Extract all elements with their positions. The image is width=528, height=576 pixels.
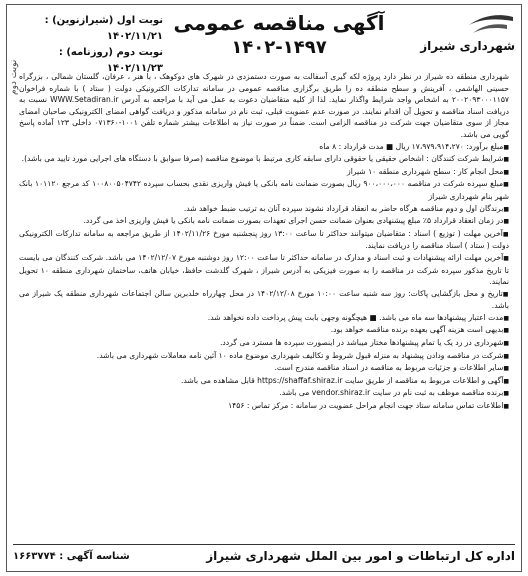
- list-item: ■ آگهی و اطلاعات مربوط به مناقصه از طریق سایت https://shaffaf.shiraz.ir قابل مشاهده می باشد.: [19, 375, 509, 388]
- list-item: ■ در زمان انعقاد قرارداد ۵٪ مبلغ پیشنهادی بعنوان ضمانت حسن اجرای تعهدات بصورت ضمانت نامه بانکی یا فیش واریزی اخذ می گردد.: [19, 215, 509, 228]
- list-item: ■ برنده مناقصه موظف به ثبت نام در سایت vendor.shiraz.ir می باشد.: [19, 387, 509, 400]
- list-item: ■ شرایط شرکت کنندگان : اشخاص حقیقی یا حقوقی دارای سابقه کاری مرتبط با موضوع مناقصه (صرفا سوابق با دستگاه های اجرایی مورد تایید می باشد).: [19, 153, 509, 166]
- tender-number: ۱۴۰۲-۱۴۹۷: [231, 37, 327, 58]
- title-block: [163, 9, 395, 58]
- advertisement-frame: [6, 4, 522, 572]
- intro-paragraph: شهرداری منطقه ده شیراز در نظر دارد پروژه لکه گیری آسفالت به صورت دستمزدی در شهرک های دوکوهک ، با هنر ، عرفان، گلستان شمالی ، بزرگراه حسینی الهاشمی ، آفرینش و سطح منطقه ده را طریق برگزاری مناقصه عمومی در سامانه تدارکات الکترونیکی دولت ( ستاد ) با شماره فراخوان ۲۰۰۲۰۹۳۰۰۰۱۱۵۷ به اشخاص واجد شرایط واگذار نماید. لذا از کلیه متقاضیان دعوت به عمل می آید با مراجعه به آدرس WWW.Setadiran.ir نسبت به دریافت اسناد مناقصه و تحویل آن اقدام نمایند. در صورت عدم عضویت قبلی، ثبت نام در سامانه مذکور و دریافت گواهی امضای الکترونیکی صاحبان امضای مجاز از سوی متقاضیان جهت شرکت در مناقصه الزامی است. ضمناً در صورت نیاز به اطلاعات بیشتر شماره تلفن ۱۰۰۱-۰۷۱۳۶۰ داخلی ۱۲۳ آماده پاسخ گویی می باشد.: [19, 72, 510, 139]
- page-title: آگهی مناقصه عمومی: [173, 11, 385, 35]
- publication-dates: [13, 9, 163, 77]
- list-item: ■ برندگان اول و دوم مناقصه هرگاه حاضر به انعقاد قرارداد نشوند سپرده آنان به ترتیب ضبط خواهد شد.: [19, 203, 509, 216]
- list-item: ■ مبلغ برآورد: ۱۷،۹۷۹،۹۱۴،۲۷۰ ریال ■ مدت قرارداد : ۸ ماه: [19, 141, 509, 154]
- date-first: نوبت اول (شیرازنوین) : ۱۴۰۲/۱۱/۲۱: [44, 15, 163, 42]
- list-item: ■ تاریخ و محل بازگشایی پاکات: روز سه شنبه ساعت ۱۰:۰۰ مورخ ۱۴۰۲/۱۲/۰۸ در محل چهارراه خلدبرین سالن اجتماعات شهرداری منطقه یک شیراز می باشد.: [19, 288, 509, 312]
- date-second: نوبت دوم (روزنامه) : ۱۴۰۲/۱۱/۲۳: [58, 47, 163, 74]
- list-item: ■ اطلاعات تماس سامانه ستاد جهت انجام مراحل عضویت در سامانه : مرکز تماس : ۱۴۵۶: [19, 400, 509, 413]
- list-item: ■ آخرین مهلت ارائه پیشنهادات و ثبت اسناد و مدارک در سامانه حداکثر تا ساعت ۱۲:۰۰ روز دوشنبه مورخ ۱۴۰۲/۱۲/۰۷ می باشد. شرکت کنندگان می بایست تا تاریخ مذکور سپرده شرکت در مناقصه را به صورت فیزیکی به آدرس شیراز ، شهرک گلدشت حافظ، خیابان هاتف، ساختمان شهرداری منطقه ۱۰ تحویل نمایند.: [19, 252, 509, 288]
- logo: [395, 9, 515, 53]
- list-item: ■ مدت اعتبار پیشنهادها سه ماه می باشد. ■ هیچگونه وجهی بابت پیش پرداخت داده نخواهد شد.: [19, 312, 509, 325]
- footer: [13, 544, 515, 567]
- list-item: ■ مبلغ سپرده شرکت در مناقصه ۹۰۰،۰۰۰،۰۰۰ ریال بصورت ضمانت نامه بانکی یا فیش واریزی نقدی بحساب سپرده ۱۰۰۸۰۰۵۰۴۷۴۲ کد مرجع ۱۰۱۱۲۰ بانک شهر بنام شهرداری شیراز: [19, 178, 509, 202]
- shiraz-municipality-logo-icon: [455, 11, 515, 41]
- logo-text: شهرداری شیراز: [420, 39, 515, 53]
- list-item: ■ بدیهی است هزینه آگهی بعهده برنده مناقصه خواهد بود.: [19, 324, 509, 337]
- footer-organization: اداره کل ارتباطات و امور بین الملل شهرداری شیراز: [206, 549, 515, 563]
- advertisement-body: [13, 71, 515, 413]
- list-item: ■ محل انجام کار : سطح شهرداری منطقه ۱۰ شیراز: [19, 166, 509, 179]
- list-item: ■ سایر اطلاعات و جزئیات مربوط به مناقصه در اسناد مناقصه مندرج است.: [19, 362, 509, 375]
- side-watermark: نوبت دوم: [9, 59, 19, 95]
- list-item: ■ شرکت در مناقصه ودادن پیشنهاد به منزله قبول شروط و تکالیف شهرداری موضوع ماده ۱۰ آئین نامه معاملات شهرداری می باشد.: [19, 350, 509, 363]
- list-item: ■ شهرداری در رد یک یا تمام پیشنهادها مختار میباشد در اینصورت سپرده ها مسترد می گردد.: [19, 337, 509, 350]
- header: [13, 9, 515, 74]
- list-item: ■ آخرین مهلت ( توزیع ) اسناد : متقاضیان میتوانند حداکثر تا ساعت ۱۳:۰۰ روز پنجشنبه مورخ ۱۴۰۲/۱۱/۲۶ از طریق مراجعه به سامانه تدارکات الکترونیکی دولت ( ستاد ) اسناد مناقصه را دریافت نمایند.: [19, 228, 509, 252]
- advertisement-id: شناسه آگهی : ۱۶۶۳۷۷۴: [13, 550, 130, 562]
